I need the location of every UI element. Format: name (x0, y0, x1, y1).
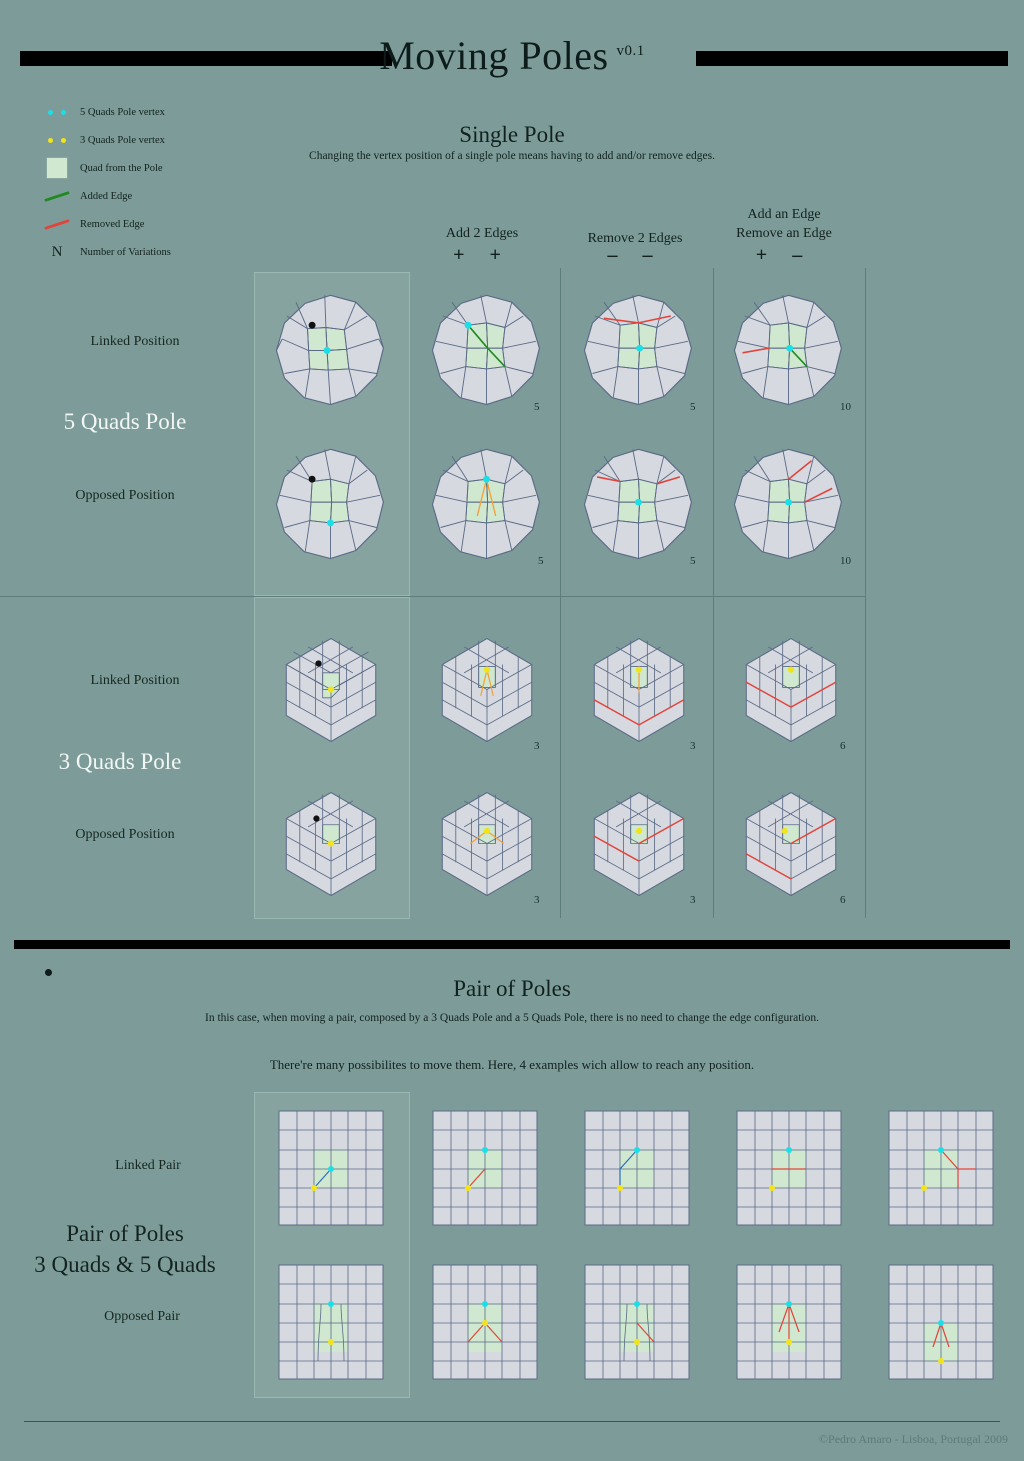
divider-vertical-1 (560, 268, 561, 918)
count-5q-opposed-addremove: 10 (840, 555, 851, 567)
row-label-opposed-position-5q: Opposed Position (75, 488, 175, 503)
count-3q-linked-add2: 3 (534, 740, 540, 752)
column-sign-remove2: – – (607, 244, 663, 266)
pair-of-poles-subtitle: In this case, when moving a pair, composed by a 3 Quads Pole and a 5 Quads Pole, there is no need to change the edge configuration. (205, 1012, 819, 1024)
legend-label-variations: Number of Variations (80, 246, 171, 258)
figure-3q-opposed-3 (739, 789, 843, 899)
row-label-linked-position-5q: Linked Position (90, 334, 180, 349)
figure-pair-linked-3 (734, 1108, 844, 1228)
figure-3q-linked-3 (739, 635, 843, 745)
figure-5q-linked-remove2 (581, 293, 696, 408)
row-label-opposed-position-3q: Opposed Position (75, 827, 175, 842)
row-label-linked-position-3q: Linked Position (90, 673, 180, 688)
column-sign-add2: + + (453, 244, 511, 266)
single-pole-subtitle: Changing the vertex position of a single pole means having to add and/or remove edges. (309, 150, 715, 162)
figure-pair-linked-2 (582, 1108, 692, 1228)
column-header-addremove-1: Add an Edge (747, 207, 821, 222)
count-3q-opposed-add2: 3 (534, 894, 540, 906)
figure-3q-linked-source (279, 635, 383, 745)
figure-5q-opposed-add2 (429, 447, 544, 562)
group-label-3-quads-pole: 3 Quads Pole (58, 749, 182, 774)
legend-item-added-edge (34, 182, 254, 210)
pair-of-poles-title: Pair of Poles (453, 976, 571, 1001)
legend-label-removed-edge: Removed Edge (80, 218, 145, 230)
column-header-add2: Add 2 Edges (445, 226, 519, 241)
five-quads-vertex-icon (34, 110, 80, 115)
figure-pair-opposed-source (276, 1262, 386, 1382)
row-label-opposed-pair: Opposed Pair (104, 1309, 180, 1324)
divider-horizontal-mid (0, 596, 866, 597)
figure-pair-linked-4 (886, 1108, 996, 1228)
removed-edge-icon (34, 223, 80, 226)
page-title (0, 32, 1024, 79)
figure-3q-linked-1 (435, 635, 539, 745)
column-header-remove2: Remove 2 Edges (587, 231, 683, 246)
count-5q-opposed-remove2: 5 (690, 555, 696, 567)
divider-vertical-3 (865, 268, 866, 918)
count-3q-opposed-addremove: 6 (840, 894, 846, 906)
figure-pair-opposed-4 (886, 1262, 996, 1382)
legend-label-5quads: 5 Quads Pole vertex (80, 106, 165, 118)
section-divider-rule (14, 940, 1010, 949)
figure-5q-opposed-remove2 (581, 447, 696, 562)
figure-pair-opposed-2 (582, 1262, 692, 1382)
header-bar (0, 33, 1024, 78)
bullet-marker (45, 969, 52, 976)
count-5q-linked-addremove: 10 (840, 401, 851, 413)
row-label-linked-pair: Linked Pair (115, 1158, 181, 1173)
count-3q-linked-addremove: 6 (840, 740, 846, 752)
figure-3q-opposed-1 (435, 789, 539, 899)
copyright-text: ©Pedro Amaro - Lisboa, Portugal 2009 (818, 1432, 1008, 1446)
count-3q-linked-remove2: 3 (690, 740, 696, 752)
legend-item-variations (34, 238, 254, 266)
figure-5q-linked-source (273, 293, 388, 408)
added-edge-icon (34, 195, 80, 198)
figure-5q-opposed-addremove (731, 447, 846, 562)
count-3q-opposed-remove2: 3 (690, 894, 696, 906)
figure-pair-opposed-3 (734, 1262, 844, 1382)
legend-label-added-edge: Added Edge (80, 190, 133, 202)
figure-5q-opposed-source (273, 447, 388, 562)
figure-3q-opposed-source (279, 789, 383, 899)
footer-divider (24, 1421, 1000, 1422)
version-label: v0.1 (616, 42, 645, 59)
figure-pair-opposed-1 (430, 1262, 540, 1382)
divider-vertical-2 (713, 268, 714, 918)
count-5q-opposed-add2: 5 (538, 555, 544, 567)
figure-5q-linked-addremove (731, 293, 846, 408)
figure-pair-linked-1 (430, 1108, 540, 1228)
column-sign-addremove: + – (755, 244, 813, 266)
legend-label-3quads: 3 Quads Pole vertex (80, 134, 165, 146)
figure-5q-linked-add2 (429, 293, 544, 408)
count-5q-linked-remove2: 5 (690, 401, 696, 413)
single-pole-title: Single Pole (459, 122, 565, 147)
count-5q-linked-add2: 5 (534, 401, 540, 413)
column-header-addremove-2: Remove an Edge (736, 226, 832, 241)
page-title-text: Moving Poles (379, 33, 609, 78)
group-label-5-quads-pole: 5 Quads Pole (63, 409, 187, 434)
figure-pair-linked-source (276, 1108, 386, 1228)
variations-symbol: N (51, 243, 63, 260)
group-label-pair-line1: Pair of Poles (66, 1221, 184, 1246)
legend-item-removed-edge (34, 210, 254, 238)
group-label-pair-line2: 3 Quads & 5 Quads (34, 1252, 216, 1277)
figure-3q-opposed-2 (587, 789, 691, 899)
figure-3q-linked-2 (587, 635, 691, 745)
pair-of-poles-note: There're many possibilites to move them. Here, 4 examples wich allow to reach any position. (269, 1057, 755, 1072)
legend-label-quad: Quad from the Pole (80, 162, 163, 174)
